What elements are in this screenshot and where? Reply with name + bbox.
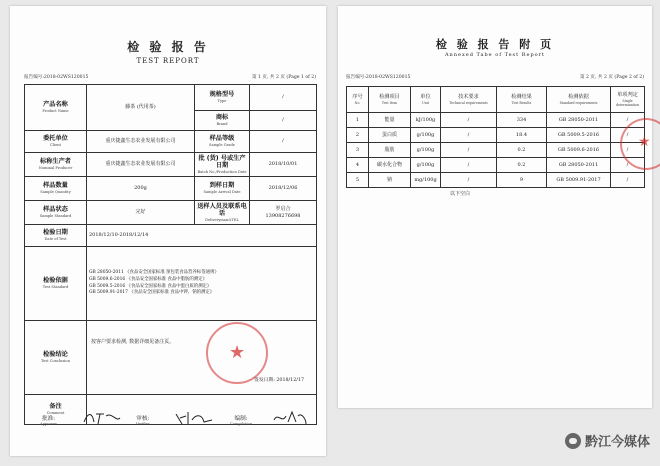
cell-no: 5: [347, 173, 369, 188]
remarks-label: 备注 Comment: [25, 395, 87, 425]
annex-title: 检 验 报 告 附 页: [435, 38, 555, 51]
table-row: [347, 158, 645, 173]
arrival-value: 2018/12/06: [250, 177, 317, 201]
cell-unit: mg/100g: [411, 173, 441, 188]
cell-item: 脂肪: [369, 143, 411, 158]
grade-label: 样品等级 Sample Grade: [195, 131, 250, 153]
quantity-value: 200g: [87, 177, 195, 201]
table-row: [347, 173, 645, 188]
report-title: 检 验 报 告: [127, 40, 209, 54]
page-indicator: 第 1 页, 共 2 页 (Page 1 of 2): [251, 75, 316, 80]
quantity-label: 样品数量 Sample Quantity: [25, 177, 87, 201]
basis-label: 检验依据 Test Standard: [25, 247, 87, 321]
cell-result: 18.4: [497, 128, 547, 143]
table-row: [347, 113, 645, 128]
cell-no: 3: [347, 143, 369, 158]
cell-determination: /: [611, 173, 645, 188]
cell-item: 蛋白质: [369, 128, 411, 143]
state-value: 完好: [87, 201, 195, 225]
cell-standard: GB 5009.6-2016: [547, 143, 611, 158]
header-determination: 单项判定 Single determination: [611, 87, 645, 113]
cell-no: 4: [347, 158, 369, 173]
state-label: 样品状态 Sample Standard: [25, 201, 87, 225]
verifier-label: 审核: Verifier: [136, 416, 150, 426]
cell-requirement: /: [441, 143, 497, 158]
signature-row: [24, 414, 324, 444]
cell-determination: /: [611, 128, 645, 143]
results-header-row: [347, 87, 645, 113]
annex-page-indicator: 第 2 页, 共 2 页 (Page 2 of 2): [579, 75, 644, 80]
test-report-page: [10, 6, 326, 456]
cell-result: 9: [497, 173, 547, 188]
test-date-label: 检验日期 Date of Test: [25, 225, 87, 247]
verifier-signature: [174, 410, 214, 426]
report-subtitle: TEST REPORT: [136, 57, 200, 65]
results-table: [346, 86, 645, 188]
approver-label: 批准: Approver: [40, 416, 57, 426]
manufacturer-label: 标称生产者 Nominal Producer: [25, 153, 87, 177]
sender-name: 罗启合: [275, 206, 291, 213]
product-name-value: 藤茶 (代用茶): [87, 85, 195, 131]
test-date-value: 2018/12/10-2018/12/14: [87, 225, 317, 247]
cell-no: 2: [347, 128, 369, 143]
sender-label: 送样人员及联系电话 Deliveryman&TEL: [195, 201, 250, 225]
watermark: [565, 431, 650, 450]
header-no: 序号 No.: [347, 87, 369, 113]
header-requirement: 技术要求 Technical requirements: [441, 87, 497, 113]
cell-determination: /: [611, 113, 645, 128]
cell-standard: GB 5009.91-2017: [547, 173, 611, 188]
cell-requirement: /: [441, 173, 497, 188]
annex-report-number: 报告编号:2018-02WS120015: [346, 75, 411, 80]
header-result: 检测结果 Test Results: [497, 87, 547, 113]
product-name-label: 产品名称 Product Name: [25, 85, 87, 131]
type-label: 规格型号 Type: [195, 85, 250, 111]
cell-result: 0.2: [497, 158, 547, 173]
seal-star-icon: ★: [638, 134, 651, 150]
watermark-text: 黔江今媒体: [584, 435, 650, 450]
manufacturer-value: 重庆捷鑫生态农业发展有限公司: [87, 153, 195, 177]
cell-item: 钠: [369, 173, 411, 188]
conclusion-label: 检验结论 Test Conclusion: [25, 321, 87, 395]
report-info-table: [24, 84, 317, 425]
cell-item: 碳水化合物: [369, 158, 411, 173]
header-unit: 单位 Unit: [411, 87, 441, 113]
blank-note: 以下空白: [450, 191, 471, 197]
annex-subtitle: Annexed Tabe of Test Report: [444, 52, 546, 58]
cell-determination: /: [611, 158, 645, 173]
sender-phone: 13908276698: [265, 212, 301, 219]
batch-value: 2018/10/01: [250, 153, 317, 177]
report-number: 报告编号:2018-02WS120015: [24, 75, 89, 80]
basis-line: GB 5009.6-2016 《食品安全国家标准 食品中脂肪的测定》: [89, 276, 207, 282]
cell-requirement: /: [441, 128, 497, 143]
cell-requirement: /: [441, 158, 497, 173]
sender-value: [250, 201, 317, 225]
cell-unit: g/100g: [411, 143, 441, 158]
grade-value: /: [250, 131, 317, 153]
seal-star-icon: ★: [229, 342, 246, 363]
cell-unit: g/100g: [411, 128, 441, 143]
basis-line: GB 5009.5-2016 《食品安全国家标准 食品中蛋白质的测定》: [89, 283, 212, 289]
brand-value: /: [250, 111, 317, 131]
cell-item: 能量: [369, 113, 411, 128]
header-item: 检测项目 Test Item: [369, 87, 411, 113]
wechat-icon: [565, 433, 581, 449]
conclusion-value: [87, 321, 317, 395]
table-row: [347, 128, 645, 143]
cell-standard: GB 28050-2011: [547, 113, 611, 128]
cell-standard: GB 5009.5-2016: [547, 128, 611, 143]
compiler-signature: [272, 410, 308, 426]
cell-no: 1: [347, 113, 369, 128]
cell-unit: g/100g: [411, 158, 441, 173]
cell-requirement: /: [441, 113, 497, 128]
batch-label: 批 (货) 号或生产日期 Batch No./Production Date: [195, 153, 250, 177]
client-value: 重庆捷鑫生态农业发展有限公司: [87, 131, 195, 153]
cell-unit: kJ/100g: [411, 113, 441, 128]
conclusion-text: 按客户要求检测, 数据详细见备注页。: [91, 339, 175, 345]
arrival-label: 到样日期 Sample Arrival Date: [195, 177, 250, 201]
client-label: 委托单位 Client: [25, 131, 87, 153]
cell-result: 0.2: [497, 143, 547, 158]
annex-page: [338, 6, 652, 408]
compiler-label: 编制: Compilation: [230, 416, 253, 426]
type-value: /: [250, 85, 317, 111]
cell-result: 334: [497, 113, 547, 128]
cell-standard: GB 28050-2011: [547, 158, 611, 173]
basis-value: [87, 247, 317, 321]
approver-signature: [82, 410, 122, 426]
table-row: [347, 143, 645, 158]
cell-determination: /: [611, 143, 645, 158]
brand-label: 商标 Brand: [195, 111, 250, 131]
issue-date: 签发日期: 2018/12/17: [254, 378, 304, 384]
basis-line: GB 28050-2011 《食品安全国家标准 预包装食品营养标签通则》: [89, 270, 219, 276]
basis-line: GB 5009.91-2017 《食品安全国家标准 食品中钾、钠的测定》: [89, 290, 215, 296]
inspection-seal: [206, 322, 268, 384]
header-standard: 检测依据 Standard requirements: [547, 87, 611, 113]
